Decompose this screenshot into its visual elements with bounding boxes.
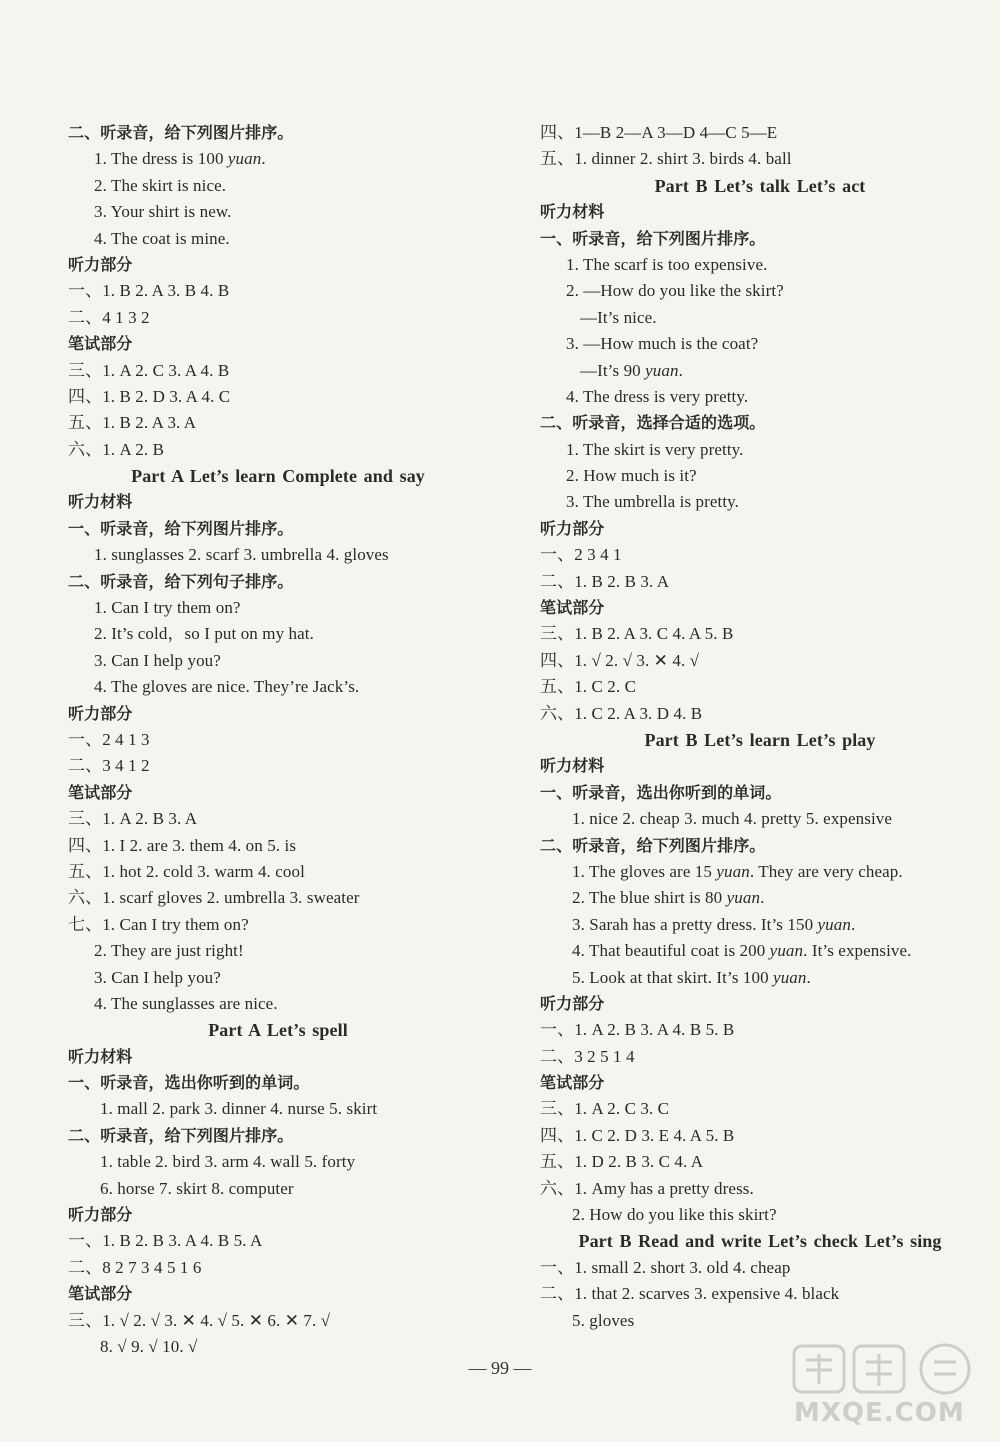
text-line — [540, 965, 980, 991]
text-line: 6. horse 7. skirt 8. computer — [100, 1178, 294, 1198]
text-span: . — [760, 888, 765, 908]
text-line: 二、8 2 7 3 4 5 1 6 — [68, 1257, 202, 1277]
text-line: 二、1. B 2. B 3. A — [540, 571, 670, 591]
text-span: . — [850, 914, 856, 934]
text-span: 1. The dress is 100 — [94, 149, 228, 169]
text-span: yuan — [817, 914, 851, 934]
text-line: 2. It’s cold，so I put on my hat. — [94, 624, 314, 644]
text-line — [540, 885, 980, 911]
text-line: 三、1. A 2. C 3. A 4. B — [68, 360, 230, 380]
page-number: — 99 — — [468, 1358, 532, 1378]
text-line: 六、1. A 2. B — [68, 439, 165, 459]
text-line: 3. —How much is the coat? — [566, 334, 759, 354]
question-heading: 二、听录音，给下列图片排序。 — [68, 1125, 294, 1145]
text-line: 2. The skirt is nice. — [94, 175, 227, 195]
text-line: 五、1. B 2. A 3. A — [68, 413, 197, 433]
question-heading: 笔试部分 — [540, 1073, 605, 1093]
text-line: 一、1. B 2. A 3. B 4. B — [68, 281, 230, 301]
text-line: 四、1. B 2. D 3. A 4. C — [68, 386, 231, 406]
text-span: yuan — [716, 861, 750, 881]
text-span: yuan — [769, 941, 804, 961]
text-line: 三、1. √ 2. √ 3. ✕ 4. √ 5. ✕ 6. ✕ 7. √ — [68, 1310, 331, 1330]
text-line: 1. The skirt is very pretty. — [566, 439, 744, 459]
text-line: —It’s nice. — [580, 307, 657, 327]
text-line: 一、2 4 1 3 — [68, 729, 150, 749]
text-line: 二、3 2 5 1 4 — [540, 1046, 635, 1066]
text-line: 4. The sunglasses are nice. — [94, 993, 278, 1013]
section-heading: Part B Let’s talk Let’s act — [654, 175, 866, 196]
text-line: 2. They are just right! — [94, 941, 244, 961]
text-line: 2. How do you like this skirt? — [572, 1205, 777, 1225]
text-span: yuan — [645, 360, 679, 380]
text-span: . — [261, 149, 266, 169]
text-line: 1. table 2. bird 3. arm 4. wall 5. forty — [100, 1152, 356, 1172]
text-line: 三、1. A 2. C 3. C — [540, 1099, 670, 1119]
text-line — [540, 938, 980, 964]
text-line: 1. Can I try them on? — [94, 598, 241, 618]
text-line: 4. The coat is mine. — [94, 228, 230, 248]
text-line: 1. The scarf is too expensive. — [566, 254, 768, 274]
text-line — [68, 146, 488, 172]
text-span: . — [806, 967, 811, 987]
text-line: 五、1. C 2. C — [540, 677, 637, 697]
question-heading: 听力部分 — [540, 993, 605, 1013]
text-line: 3. Can I help you? — [94, 967, 221, 987]
left-column — [68, 120, 488, 1360]
question-heading: 笔试部分 — [68, 334, 133, 354]
text-line: 四、1. C 2. D 3. E 4. A 5. B — [540, 1125, 735, 1145]
question-heading: 听力材料 — [68, 492, 133, 512]
section-heading: Part B Let’s learn Let’s play — [644, 729, 876, 750]
text-line: 1. sunglasses 2. scarf 3. umbrella 4. gloves — [94, 545, 389, 565]
text-line: 一、1. B 2. B 3. A 4. B 5. A — [68, 1231, 263, 1251]
right-column — [540, 120, 980, 1334]
text-line: 一、1. A 2. B 3. A 4. B 5. B — [540, 1020, 735, 1040]
question-heading: 笔试部分 — [540, 598, 605, 618]
text-line: 3. Can I help you? — [94, 650, 221, 670]
text-line — [540, 859, 980, 885]
text-line: 四、1. I 2. are 3. them 4. on 5. is — [68, 835, 297, 855]
question-heading: 二、听录音，给下列图片排序。 — [540, 835, 766, 855]
question-heading: 听力材料 — [540, 756, 605, 776]
text-line: 二、3 4 1 2 — [68, 756, 150, 776]
text-line: 1. nice 2. cheap 3. much 4. pretty 5. expensive — [572, 809, 893, 829]
text-line: 1. mall 2. park 3. dinner 4. nurse 5. skirt — [100, 1099, 378, 1119]
question-heading: 二、听录音，选择合适的选项。 — [540, 413, 766, 433]
text-line: 三、1. B 2. A 3. C 4. A 5. B — [540, 624, 734, 644]
text-line — [540, 912, 980, 938]
section-heading: Part A Let’s learn Complete and say — [131, 466, 425, 487]
watermark — [790, 1340, 990, 1435]
text-line: 4. The gloves are nice. They’re Jack’s. — [94, 677, 360, 697]
question-heading: 二、听录音，给下列句子排序。 — [68, 571, 294, 591]
text-line: 二、1. that 2. scarves 3. expensive 4. black — [540, 1284, 840, 1304]
section-heading: Part A Let’s spell — [208, 1020, 348, 1041]
text-line: 六、1. C 2. A 3. D 4. B — [540, 703, 703, 723]
text-line: 四、1. √ 2. √ 3. ✕ 4. √ — [540, 650, 700, 670]
question-heading: 听力材料 — [68, 1046, 133, 1066]
text-line: 一、2 3 4 1 — [540, 545, 622, 565]
text-line — [540, 358, 980, 384]
text-line: 五、1. dinner 2. shirt 3. birds 4. ball — [540, 149, 792, 169]
question-heading: 一、听录音，选出你听到的单词。 — [540, 782, 782, 802]
text-span: 1. The gloves are 15 — [572, 861, 717, 881]
question-heading: 二、听录音，给下列图片排序。 — [68, 123, 294, 142]
text-line: 8. √ 9. √ 10. √ — [100, 1336, 198, 1356]
watermark-url: MXQE.COM — [794, 1398, 965, 1428]
text-span: 3. Sarah has a pretty dress. It’s 150 — [572, 914, 818, 934]
question-heading: 听力部分 — [68, 703, 133, 723]
watermark-logo-icon — [790, 1340, 990, 1400]
text-line: 5. gloves — [572, 1310, 635, 1330]
text-span: yuan — [726, 888, 761, 908]
question-heading: 笔试部分 — [68, 782, 133, 802]
text-line: 2. How much is it? — [566, 466, 697, 486]
text-span: 5. Look at that skirt. It’s 100 — [572, 967, 774, 987]
question-heading: 听力部分 — [68, 254, 133, 274]
text-span: yuan — [227, 149, 262, 169]
question-heading: 一、听录音，给下列图片排序。 — [68, 518, 294, 538]
text-span: . It’s expensive. — [803, 941, 912, 961]
text-span: yuan — [773, 967, 807, 987]
text-line: 3. Your shirt is new. — [94, 202, 232, 222]
text-line: 七、1. Can I try them on? — [68, 914, 249, 934]
text-line: 五、1. D 2. B 3. C 4. A — [540, 1152, 704, 1172]
question-heading: 听力部分 — [68, 1205, 133, 1225]
question-heading: 听力材料 — [540, 202, 605, 222]
section-heading: Part B Read and write Let’s check Let’s sing — [578, 1231, 942, 1252]
text-line: 六、1. scarf gloves 2. umbrella 3. sweater — [68, 888, 360, 908]
text-span: 4. That beautiful coat is 200 — [572, 941, 770, 961]
text-line: 二、4 1 3 2 — [68, 307, 150, 327]
question-heading: 一、听录音，选出你听到的单词。 — [68, 1073, 310, 1093]
question-heading: 笔试部分 — [68, 1284, 133, 1304]
text-line: 2. —How do you like the skirt? — [566, 281, 784, 301]
text-line: 三、1. A 2. B 3. A — [68, 809, 198, 829]
text-span: . They are very cheap. — [749, 861, 903, 881]
text-span: —It’s 90 — [580, 360, 646, 380]
text-span: 2. The blue shirt is 80 — [572, 888, 727, 908]
question-heading: 听力部分 — [540, 518, 605, 538]
text-line: 3. The umbrella is pretty. — [566, 492, 740, 512]
text-line: 六、1. Amy has a pretty dress. — [540, 1178, 754, 1198]
question-heading: 一、听录音，给下列图片排序。 — [540, 228, 766, 248]
text-line: 五、1. hot 2. cold 3. warm 4. cool — [68, 861, 305, 881]
text-line: 4. The dress is very pretty. — [566, 386, 749, 406]
text-span: . — [678, 360, 683, 380]
text-line: 四、1—B 2—A 3—D 4—C 5—E — [540, 123, 778, 142]
text-line: 一、1. small 2. short 3. old 4. cheap — [540, 1257, 791, 1277]
